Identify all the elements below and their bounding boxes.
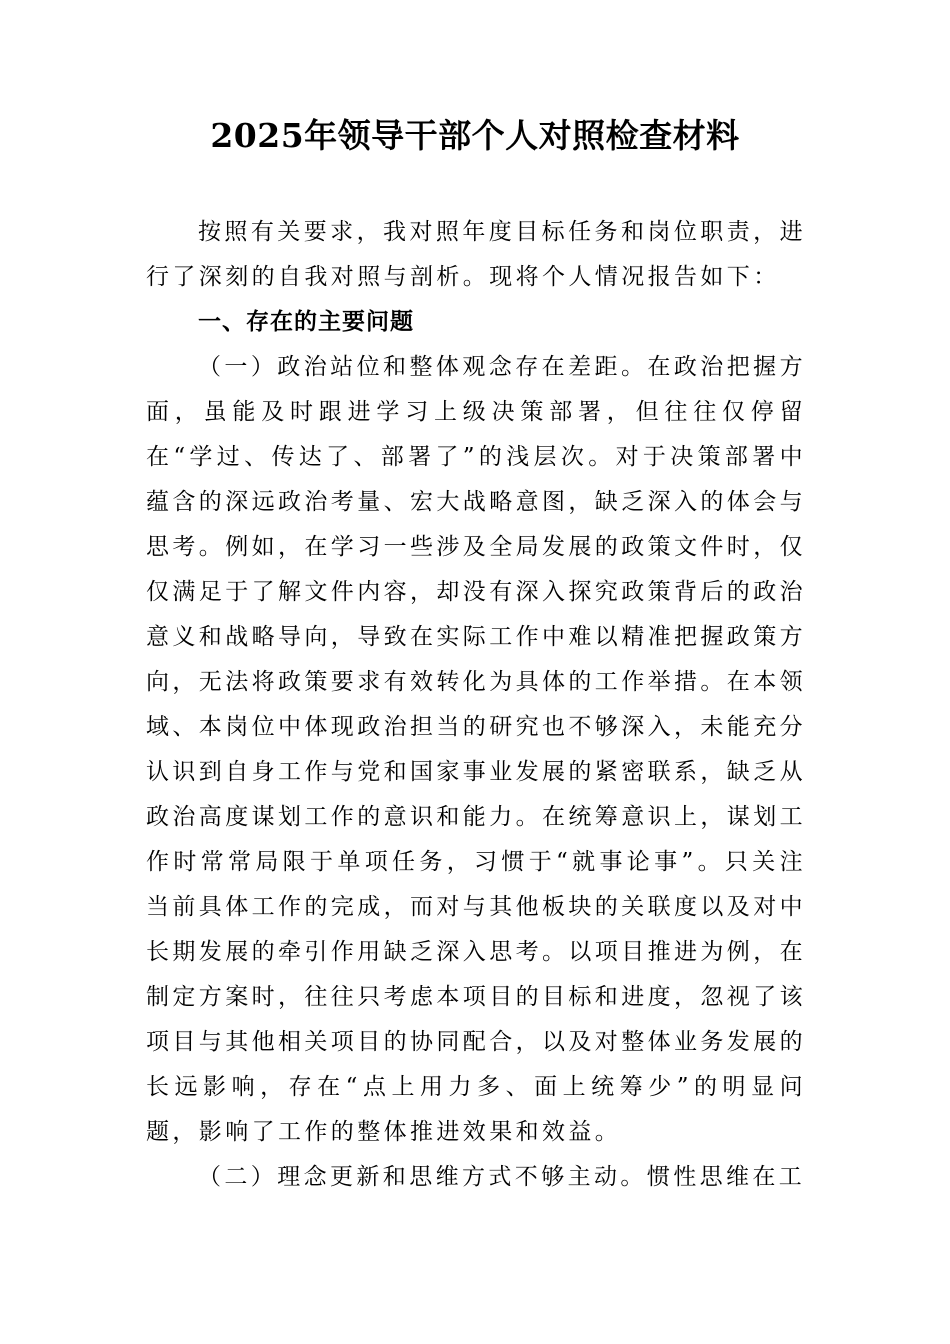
subsection-label-1: （一）政治站位和整体观念存在差距。 <box>198 354 648 380</box>
subsection-label-2: （二）理念更新和思维方式不够主动。 <box>198 1164 647 1190</box>
intro-paragraph: 按照有关要求，我对照年度目标任务和岗位职责，进行了深刻的自我对照与剖析。现将个人情况报告如下： <box>146 219 806 290</box>
subsection-paragraph-2 <box>146 1155 806 1200</box>
document-body <box>146 210 806 1200</box>
document-title: 2025年领导干部个人对照检查材料 <box>210 116 740 155</box>
subsection-text-1: 在政治把握方面，虽能及时跟进学习上级决策部署，但往往仅停留在“学过、传达了、部署了”的浅层次。对于决策部署中蕴含的深远政治考量、宏大战略意图，缺乏深入的体会与思考。例如，在学习一些涉及全局发展的政策文件时，仅仅满足于了解文件内容，却没有深入探究政策背后的政治意义和战略导向，导致在实际工作中难以精准把握政策方向，无法将政策要求有效转化为具体的工作举措。在本领域、本岗位中体现政治担当的研究也不够深入，未能充分认识到自身工作与党和国家事业发展的紧密联系，缺乏从政治高度谋划工作的意识和能力。在统筹意识上，谋划工作时常常局限于单项任务，习惯于“就事论事”。只关注当前具体工作的完成，而对与其他板块的关联度以及对中长期发展的牵引作用缺乏深入思考。以项目推进为例，在制定方案时，往往只考虑本项目的目标和进度，忽视了该项目与其他相关项目的协同配合，以及对整体业务发展的长远影响，存在“点上用力多、面上统筹少”的明显问题，影响了工作的整体推进效果和效益。 <box>146 354 806 1145</box>
subsection-paragraph-1 <box>146 345 806 1155</box>
subsection-text-2: 惯性思维在工 <box>646 1164 806 1190</box>
section-heading-problems: 一、存在的主要问题 <box>198 309 414 335</box>
